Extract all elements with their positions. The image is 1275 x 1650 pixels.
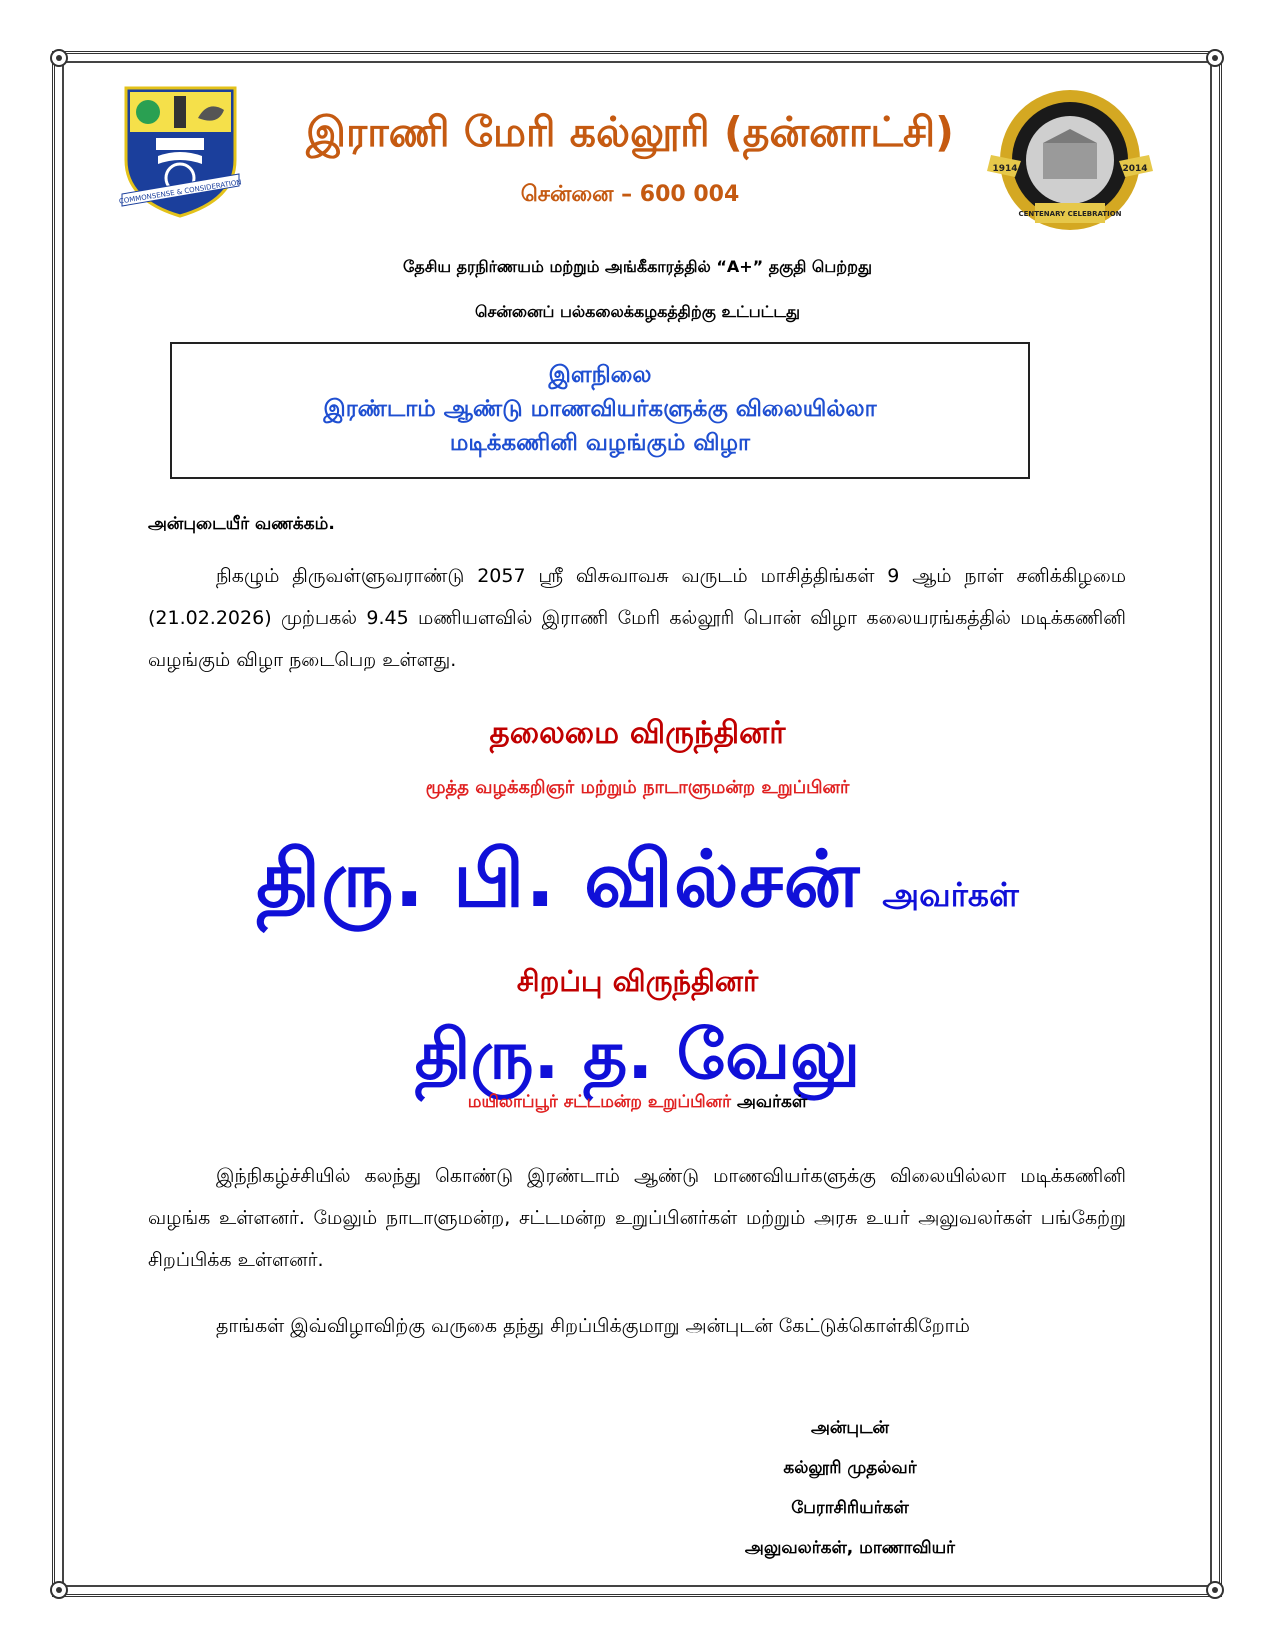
chief-guest-name-line [0, 835, 1275, 935]
special-guest-heading: சிறப்பு விருந்தினர் [516, 964, 759, 998]
college-crest-logo [118, 82, 243, 222]
svg-text:1914: 1914 [992, 164, 1018, 174]
event-title-box [170, 342, 1030, 479]
event-details-paragraph: நிகழும் திருவள்ளுவராண்டு 2057 ஸ்ரீ விசுவாவசு வருடம் மாசித்திங்கள் 9 ஆம் நாள் சனிக்கிழமை (21.02.2026) முற்பகல் 9.45 மணியளவில் இராணி மேரி கல்லூரி பொன் விழா கலையரங்கத்தில் மடிக்கணினி வழங்கும் விழா நடைபெற உள்ளது. [148, 565, 1126, 671]
special-guest-honorific: அவர்கள் [736, 1092, 808, 1112]
signature-line: கல்லூரி முதல்வர் [783, 1458, 917, 1478]
chief-guest-heading: தலைமை விருந்தினர் [489, 715, 786, 751]
corner-ornament-icon [50, 49, 68, 67]
page-border-inner [62, 61, 1212, 1587]
centenary-seal-logo [985, 85, 1155, 235]
corner-ornament-icon [1206, 1581, 1224, 1599]
college-name: இராணி மேரி கல்லூரி (தன்னாட்சி) [306, 108, 954, 156]
invitation-paragraph: தாங்கள் இவ்விழாவிற்கு வருகை தந்து சிறப்பிக்குமாறு அன்புடன் கேட்டுக்கொள்கிறோம் [216, 1315, 970, 1337]
chief-guest-designation: மூத்த வழக்கறிஞர் மற்றும் நாடாளுமன்ற உறுப்பினர் [425, 777, 850, 798]
university-affiliation-line: சென்னைப் பல்கலைக்கழகத்திற்கு உட்பட்டது [475, 302, 800, 321]
program-paragraph: இந்நிகழ்ச்சியில் கலந்து கொண்டு இரண்டாம் ஆண்டு மாணவியர்களுக்கு விலையில்லா மடிக்கணினி வழங்க உள்ளனர். மேலும் நாடாளுமன்ற, சட்டமன்ற உறுப்பினர்கள் மற்றும் அரசு உயர் அலுவலர்கள் பங்கேற்று சிறப்பிக்க உள்ளனர். [148, 1165, 1126, 1271]
college-city: சென்னை – 600 004 [520, 182, 740, 207]
signature-line: அலுவலர்கள், மாணாவியர் [744, 1538, 956, 1558]
signature-line: அன்புடன் [810, 1418, 890, 1438]
accreditation-line: தேசிய தரநிர்ணயம் மற்றும் அங்கீகாரத்தில் “A+” தகுதி பெற்றது [403, 257, 872, 276]
svg-text:CENTENARY CELEBRATION: CENTENARY CELEBRATION [1018, 210, 1122, 218]
corner-ornament-icon [1206, 49, 1224, 67]
special-guest-name: திரு. த. வேலு [414, 1016, 861, 1095]
signature-line: பேராசிரியர்கள் [791, 1498, 909, 1518]
svg-text:COMMONSENSE & CONSIDERATION: COMMONSENSE & CONSIDERATION [118, 178, 243, 206]
special-guest-designation-line [0, 1092, 1275, 1114]
chief-guest-name: திரு. பி. வில்சன் [256, 835, 861, 925]
special-guest-designation: மயிலாப்பூர் சட்டமன்ற உறுப்பினர் [467, 1092, 732, 1112]
event-title-line: இரண்டாம் ஆண்டு மாணவியர்களுக்கு விலையில்லா [323, 396, 877, 422]
chief-guest-honorific: அவர்கள் [882, 875, 1019, 914]
corner-ornament-icon [50, 1581, 68, 1599]
svg-text:2014: 2014 [1122, 164, 1148, 174]
greeting: அன்புடையீர் வணக்கம். [148, 514, 335, 534]
event-title-line: மடிக்கணினி வழங்கும் விழா [449, 430, 751, 456]
event-title-line: இளநிலை [548, 362, 652, 388]
